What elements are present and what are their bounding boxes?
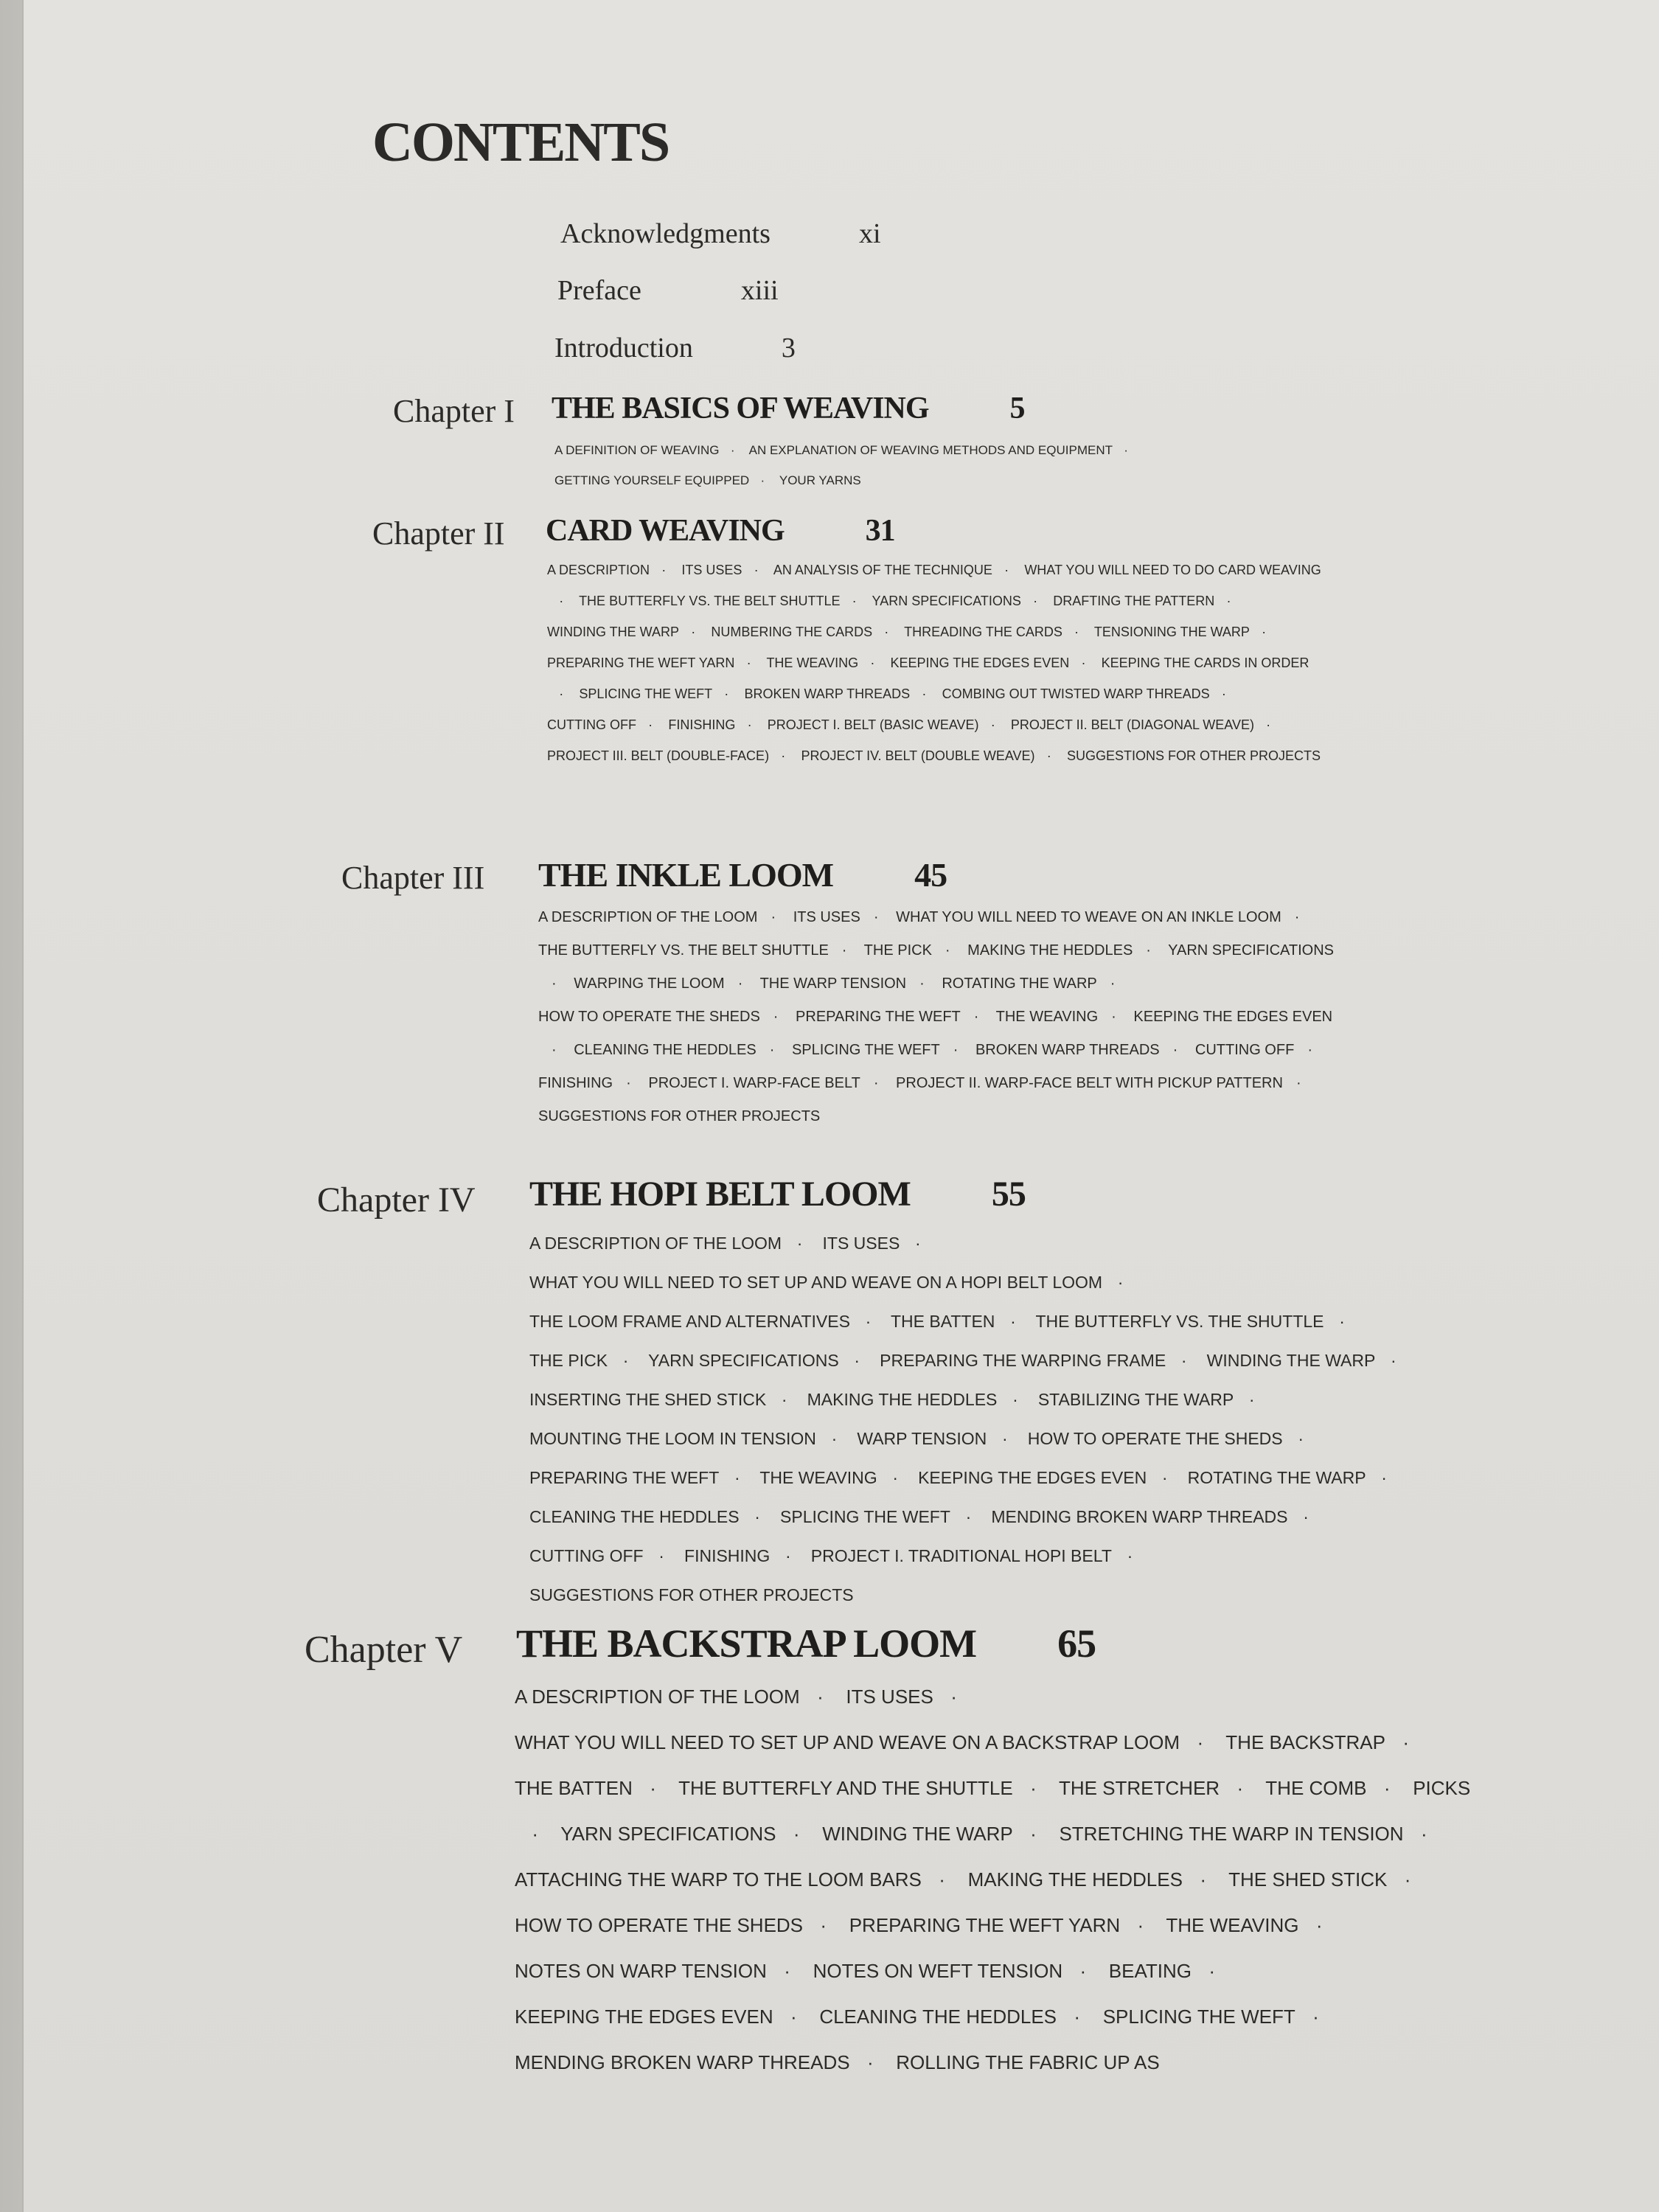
toc-entry: ATTACHING THE WARP TO THE LOOM BARS — [515, 1868, 922, 1891]
front-matter-label: Introduction — [554, 333, 693, 364]
bullet-separator: · — [1079, 1960, 1087, 1982]
bullet-separator: · — [1074, 625, 1079, 639]
toc-entry: WARPING THE LOOM — [574, 975, 725, 992]
bullet-separator: · — [626, 1075, 631, 1091]
chapter-title-text: THE BACKSTRAP LOOM — [516, 1621, 977, 1666]
bullet-separator: · — [1307, 1042, 1312, 1058]
bullet-separator: · — [892, 1468, 898, 1487]
front-matter-page: 3 — [781, 333, 796, 364]
bullet-separator: · — [1012, 1390, 1018, 1409]
bullet-separator: · — [866, 2051, 874, 2073]
bullet-separator: · — [1226, 594, 1231, 608]
bullet-separator: · — [552, 975, 557, 992]
toc-entry: KEEPING THE EDGES EVEN — [1133, 1009, 1333, 1025]
toc-entry: ITS USES — [681, 563, 742, 577]
bullet-separator: · — [781, 1390, 787, 1409]
toc-entry: PROJECT II. BELT (DIAGONAL WEAVE) — [1010, 717, 1254, 732]
bullet-separator: · — [730, 443, 735, 457]
chapter-title-text: THE BASICS OF WEAVING — [552, 392, 929, 425]
bullet-separator: · — [737, 975, 743, 992]
bullet-separator: · — [854, 1351, 860, 1370]
bullet-separator: · — [1381, 1468, 1387, 1487]
toc-entry: WINDING THE WARP — [547, 625, 679, 639]
toc-entry: KEEPING THE EDGES EVEN — [515, 2006, 773, 2028]
bullet-separator: · — [559, 594, 564, 608]
bullet-separator: · — [734, 1468, 740, 1487]
toc-entry: THE BUTTERFLY VS. THE BELT SHUTTLE — [579, 594, 841, 608]
bullet-separator: · — [622, 1351, 629, 1370]
bullet-separator: · — [1161, 1468, 1168, 1487]
toc-entry: YARN SPECIFICATIONS — [560, 1823, 776, 1845]
toc-entry: MENDING BROKEN WARP THREADS — [515, 2051, 850, 2073]
toc-entry: BROKEN WARP THREADS — [744, 686, 911, 701]
toc-entry: NUMBERING THE CARDS — [711, 625, 873, 639]
chapter-1-title — [552, 391, 1025, 426]
bullet-separator: · — [817, 1686, 824, 1708]
toc-entry: WHAT YOU WILL NEED TO DO CARD WEAVING — [1024, 563, 1321, 577]
bullet-separator: · — [648, 717, 653, 732]
toc-entry: CUTTING OFF — [547, 717, 636, 732]
bullet-separator: · — [1303, 1507, 1309, 1526]
toc-entry: ROLLING THE FABRIC UP AS — [896, 2051, 1160, 2073]
chapter-title-text: THE HOPI BELT LOOM — [529, 1175, 911, 1214]
bullet-separator: · — [873, 1075, 879, 1091]
toc-entry: CLEANING THE HEDDLES — [574, 1042, 757, 1058]
bullet-separator: · — [1010, 1312, 1016, 1331]
chapter-5-label: Chapter V — [305, 1629, 463, 1671]
bullet-separator: · — [1339, 1312, 1345, 1331]
bullet-separator: · — [1294, 909, 1300, 925]
toc-entry: DRAFTING THE PATTERN — [1053, 594, 1215, 608]
bullet-separator: · — [784, 1960, 790, 1982]
toc-entry: FINISHING — [684, 1546, 771, 1565]
toc-entry: BEATING — [1108, 1960, 1192, 1982]
toc-entry: PREPARING THE WEFT YARN — [849, 1914, 1121, 1936]
bullet-separator: · — [746, 655, 751, 670]
toc-entry: STRETCHING THE WARP IN TENSION — [1059, 1823, 1404, 1845]
toc-entry: PROJECT III. BELT (DOUBLE-FACE) — [547, 748, 770, 763]
toc-entry: ITS USES — [793, 909, 860, 925]
toc-entry: THE WEAVING — [995, 1009, 1099, 1025]
toc-entry: PREPARING THE WEFT — [529, 1468, 720, 1487]
chapter-3-title — [538, 855, 947, 894]
bullet-separator: · — [754, 1507, 760, 1526]
toc-entry: SPLICING THE WEFT — [780, 1507, 950, 1526]
bullet-separator: · — [1312, 2006, 1319, 2028]
front-matter-label: Preface — [557, 275, 641, 306]
toc-entry: SUGGESTIONS FOR OTHER PROJECTS — [529, 1585, 854, 1604]
toc-entry: THE WEAVING — [1166, 1914, 1299, 1936]
chapter-page: 31 — [865, 514, 895, 548]
chapter-4-title — [529, 1174, 1026, 1214]
bullet-separator: · — [793, 1823, 800, 1845]
bullet-separator: · — [1074, 2006, 1081, 2028]
bullet-separator: · — [1110, 975, 1116, 992]
front-matter-introduction — [554, 332, 796, 364]
chapter-page: 45 — [914, 856, 947, 894]
bullet-separator: · — [990, 717, 995, 732]
toc-entry: MENDING BROKEN WARP THREADS — [991, 1507, 1288, 1526]
toc-entry: PREPARING THE WEFT — [796, 1009, 961, 1025]
bullet-separator: · — [1298, 1429, 1304, 1448]
toc-entry: BROKEN WARP THREADS — [975, 1042, 1160, 1058]
toc-entry: ROTATING THE WARP — [1187, 1468, 1366, 1487]
bullet-separator: · — [747, 717, 752, 732]
bullet-separator: · — [769, 1042, 775, 1058]
toc-entry: THE LOOM FRAME AND ALTERNATIVES — [529, 1312, 850, 1331]
bullet-separator: · — [919, 975, 925, 992]
toc-entry: A DEFINITION OF WEAVING — [554, 443, 720, 457]
bullet-separator: · — [1262, 625, 1267, 639]
bullet-separator: · — [1315, 1914, 1323, 1936]
toc-entry: FINISHING — [538, 1075, 613, 1091]
bullet-separator: · — [781, 748, 786, 763]
toc-entry: SPLICING THE WEFT — [579, 686, 713, 701]
bullet-separator: · — [1033, 594, 1038, 608]
bullet-separator: · — [1137, 1914, 1144, 1936]
toc-entry: THE BATTEN — [890, 1312, 995, 1331]
toc-entry: CLEANING THE HEDDLES — [819, 2006, 1057, 2028]
chapter-2-title — [546, 513, 895, 549]
toc-entry: KEEPING THE EDGES EVEN — [890, 655, 1070, 670]
bullet-separator: · — [650, 1777, 656, 1799]
bullet-separator: · — [1208, 1960, 1216, 1982]
toc-entry: THE WEAVING — [759, 1468, 877, 1487]
toc-entry: PREPARING THE WEFT YARN — [547, 655, 735, 670]
bullet-separator: · — [552, 1042, 557, 1058]
toc-entry: HOW TO OPERATE THE SHEDS — [515, 1914, 804, 1936]
toc-entry: AN EXPLANATION OF WEAVING METHODS AND EQUIPMENT — [748, 443, 1113, 457]
bullet-separator: · — [870, 655, 875, 670]
toc-entry: FINISHING — [668, 717, 736, 732]
chapter-3-entries — [538, 901, 1349, 1133]
toc-entry: A DESCRIPTION OF THE LOOM — [515, 1686, 800, 1708]
bullet-separator: · — [953, 1042, 959, 1058]
toc-entry: MAKING THE HEDDLES — [967, 942, 1133, 959]
bullet-separator: · — [1030, 1777, 1037, 1799]
toc-entry: THE PICK — [529, 1351, 608, 1370]
toc-entry: NOTES ON WARP TENSION — [515, 1960, 767, 1982]
bullet-separator: · — [1221, 686, 1226, 701]
bullet-separator: · — [1383, 1777, 1391, 1799]
toc-entry: PROJECT IV. BELT (DOUBLE WEAVE) — [801, 748, 1035, 763]
bullet-separator: · — [922, 686, 927, 701]
toc-entry: YARN SPECIFICATIONS — [1168, 942, 1334, 959]
toc-entry: WHAT YOU WILL NEED TO SET UP AND WEAVE ON A BACKSTRAP LOOM — [515, 1731, 1180, 1753]
chapter-1-label: Chapter I — [393, 393, 515, 429]
bullet-separator: · — [1046, 748, 1051, 763]
chapter-3-label: Chapter III — [341, 860, 485, 896]
bullet-separator: · — [1081, 655, 1086, 670]
contents-heading: CONTENTS — [372, 111, 669, 173]
bullet-separator: · — [1001, 1429, 1008, 1448]
bullet-separator: · — [852, 594, 857, 608]
bullet-separator: · — [1124, 443, 1128, 457]
toc-entry: THE BUTTERFLY VS. THE BELT SHUTTLE — [538, 942, 829, 959]
toc-entry: THE BUTTERFLY VS. THE SHUTTLE — [1035, 1312, 1324, 1331]
toc-entry: COMBING OUT TWISTED WARP THREADS — [942, 686, 1210, 701]
bullet-separator: · — [939, 1868, 945, 1891]
bullet-separator: · — [1391, 1351, 1397, 1370]
bullet-separator: · — [1200, 1868, 1206, 1891]
bullet-separator: · — [771, 909, 776, 925]
bullet-separator: · — [950, 1686, 957, 1708]
toc-entry: THE WEAVING — [766, 655, 859, 670]
bullet-separator: · — [1295, 1075, 1301, 1091]
toc-entry: MAKING THE HEDDLES — [967, 1868, 1183, 1891]
bullet-separator: · — [884, 625, 889, 639]
toc-entry: KEEPING THE EDGES EVEN — [918, 1468, 1147, 1487]
bullet-separator: · — [873, 909, 879, 925]
bullet-separator: · — [1180, 1351, 1187, 1370]
toc-entry: HOW TO OPERATE THE SHEDS — [538, 1009, 760, 1025]
toc-entry: THE PICK — [863, 942, 932, 959]
chapter-1-entries — [554, 435, 1292, 495]
bullet-separator: · — [559, 686, 564, 701]
toc-entry: INSERTING THE SHED STICK — [529, 1390, 767, 1409]
toc-entry: NOTES ON WEFT TENSION — [813, 1960, 1063, 1982]
front-matter-acknowledgments — [560, 218, 881, 250]
bullet-separator: · — [1402, 1731, 1410, 1753]
bullet-separator: · — [1404, 1868, 1411, 1891]
toc-entry: THE BUTTERFLY AND THE SHUTTLE — [678, 1777, 1013, 1799]
bullet-separator: · — [1111, 1009, 1116, 1025]
front-matter-preface — [557, 274, 779, 307]
toc-entry: WINDING THE WARP — [822, 1823, 1013, 1845]
chapter-title-text: CARD WEAVING — [546, 514, 785, 548]
bullet-separator: · — [945, 942, 950, 959]
chapter-page: 5 — [1009, 392, 1025, 425]
toc-entry: ROTATING THE WARP — [942, 975, 1097, 992]
chapter-title-text: THE INKLE LOOM — [538, 856, 834, 894]
bullet-separator: · — [773, 1009, 779, 1025]
bullet-separator: · — [915, 1234, 921, 1253]
bullet-separator: · — [1117, 1273, 1124, 1292]
toc-entry: THE BATTEN — [515, 1777, 633, 1799]
toc-entry: THE WARP TENSION — [759, 975, 907, 992]
bullet-separator: · — [760, 473, 765, 487]
chapter-2-entries — [547, 554, 1329, 771]
toc-entry: PROJECT I. TRADITIONAL HOPI BELT — [810, 1546, 1112, 1565]
bullet-separator: · — [1004, 563, 1009, 577]
toc-entry: AN ANALYSIS OF THE TECHNIQUE — [773, 563, 992, 577]
toc-entry: YARN SPECIFICATIONS — [872, 594, 1021, 608]
toc-entry: THREADING THE CARDS — [904, 625, 1062, 639]
toc-entry: CLEANING THE HEDDLES — [529, 1507, 740, 1526]
bullet-separator: · — [1172, 1042, 1178, 1058]
toc-entry: THE COMB — [1265, 1777, 1367, 1799]
toc-entry: KEEPING THE CARDS IN ORDER — [1101, 655, 1310, 670]
toc-entry: STABILIZING THE WARP — [1037, 1390, 1234, 1409]
toc-entry: THE BACKSTRAP — [1225, 1731, 1385, 1753]
bullet-separator: · — [831, 1429, 838, 1448]
toc-entry: PREPARING THE WARPING FRAME — [880, 1351, 1166, 1370]
chapter-page: 65 — [1057, 1621, 1096, 1666]
toc-entry: ITS USES — [822, 1234, 900, 1253]
toc-entry: WHAT YOU WILL NEED TO SET UP AND WEAVE ON A HOPI BELT LOOM — [529, 1273, 1103, 1292]
front-matter-page: xiii — [740, 275, 779, 306]
bullet-separator: · — [691, 625, 696, 639]
bullet-separator: · — [1030, 1823, 1037, 1845]
bullet-separator: · — [865, 1312, 872, 1331]
toc-entry: PROJECT I. BELT (BASIC WEAVE) — [767, 717, 979, 732]
bullet-separator: · — [724, 686, 729, 701]
toc-entry: A DESCRIPTION — [547, 563, 650, 577]
toc-entry: SUGGESTIONS FOR OTHER PROJECTS — [1066, 748, 1321, 763]
chapter-4-entries — [529, 1224, 1414, 1615]
bullet-separator: · — [1127, 1546, 1133, 1565]
bullet-separator: · — [1420, 1823, 1427, 1845]
toc-entry: A DESCRIPTION OF THE LOOM — [538, 909, 758, 925]
toc-entry: WHAT YOU WILL NEED TO WEAVE ON AN INKLE LOOM — [896, 909, 1281, 925]
toc-entry: YARN SPECIFICATIONS — [648, 1351, 839, 1370]
bullet-separator: · — [1248, 1390, 1255, 1409]
bullet-separator: · — [1237, 1777, 1244, 1799]
bullet-separator: · — [1146, 942, 1151, 959]
bullet-separator: · — [965, 1507, 972, 1526]
front-matter-page: xi — [858, 218, 881, 249]
toc-entry: PROJECT II. WARP-FACE BELT WITH PICKUP PATTERN — [896, 1075, 1283, 1091]
toc-entry: CUTTING OFF — [1194, 1042, 1295, 1058]
bullet-separator: · — [532, 1823, 539, 1845]
bullet-separator: · — [1197, 1731, 1204, 1753]
toc-entry: TENSIONING THE WARP — [1093, 625, 1250, 639]
chapter-4-label: Chapter IV — [317, 1180, 476, 1220]
bullet-separator: · — [658, 1546, 664, 1565]
bullet-separator: · — [790, 2006, 797, 2028]
toc-entry: MOUNTING THE LOOM IN TENSION — [529, 1429, 816, 1448]
toc-entry: WARP TENSION — [857, 1429, 987, 1448]
toc-entry: SPLICING THE WEFT — [791, 1042, 940, 1058]
bullet-separator: · — [973, 1009, 979, 1025]
chapter-5-entries — [515, 1674, 1495, 2085]
bullet-separator: · — [754, 563, 759, 577]
toc-entry: SPLICING THE WEFT — [1102, 2006, 1295, 2028]
toc-entry: PROJECT I. WARP-FACE BELT — [648, 1075, 860, 1091]
toc-entry: THE STRETCHER — [1058, 1777, 1220, 1799]
front-matter-label: Acknowledgments — [560, 218, 771, 249]
bullet-separator: · — [820, 1914, 827, 1936]
toc-entry: YOUR YARNS — [779, 473, 861, 487]
toc-entry: ITS USES — [846, 1686, 933, 1708]
bullet-separator: · — [661, 563, 667, 577]
toc-entry: GETTING YOURSELF EQUIPPED — [554, 473, 750, 487]
bullet-separator: · — [796, 1234, 803, 1253]
toc-entry: HOW TO OPERATE THE SHEDS — [1027, 1429, 1283, 1448]
bullet-separator: · — [785, 1546, 791, 1565]
chapter-5-title — [516, 1621, 1096, 1666]
toc-entry: SUGGESTIONS FOR OTHER PROJECTS — [538, 1108, 821, 1124]
chapter-2-label: Chapter II — [372, 515, 505, 552]
bullet-separator: · — [1266, 717, 1271, 732]
chapter-page: 55 — [991, 1175, 1026, 1214]
bullet-separator: · — [841, 942, 847, 959]
toc-entry: CUTTING OFF — [529, 1546, 644, 1565]
toc-entry: A DESCRIPTION OF THE LOOM — [529, 1234, 782, 1253]
toc-entry: THE SHED STICK — [1228, 1868, 1388, 1891]
toc-entry: PICKS — [1413, 1777, 1471, 1799]
toc-entry: MAKING THE HEDDLES — [807, 1390, 998, 1409]
toc-entry: WINDING THE WARP — [1206, 1351, 1376, 1370]
